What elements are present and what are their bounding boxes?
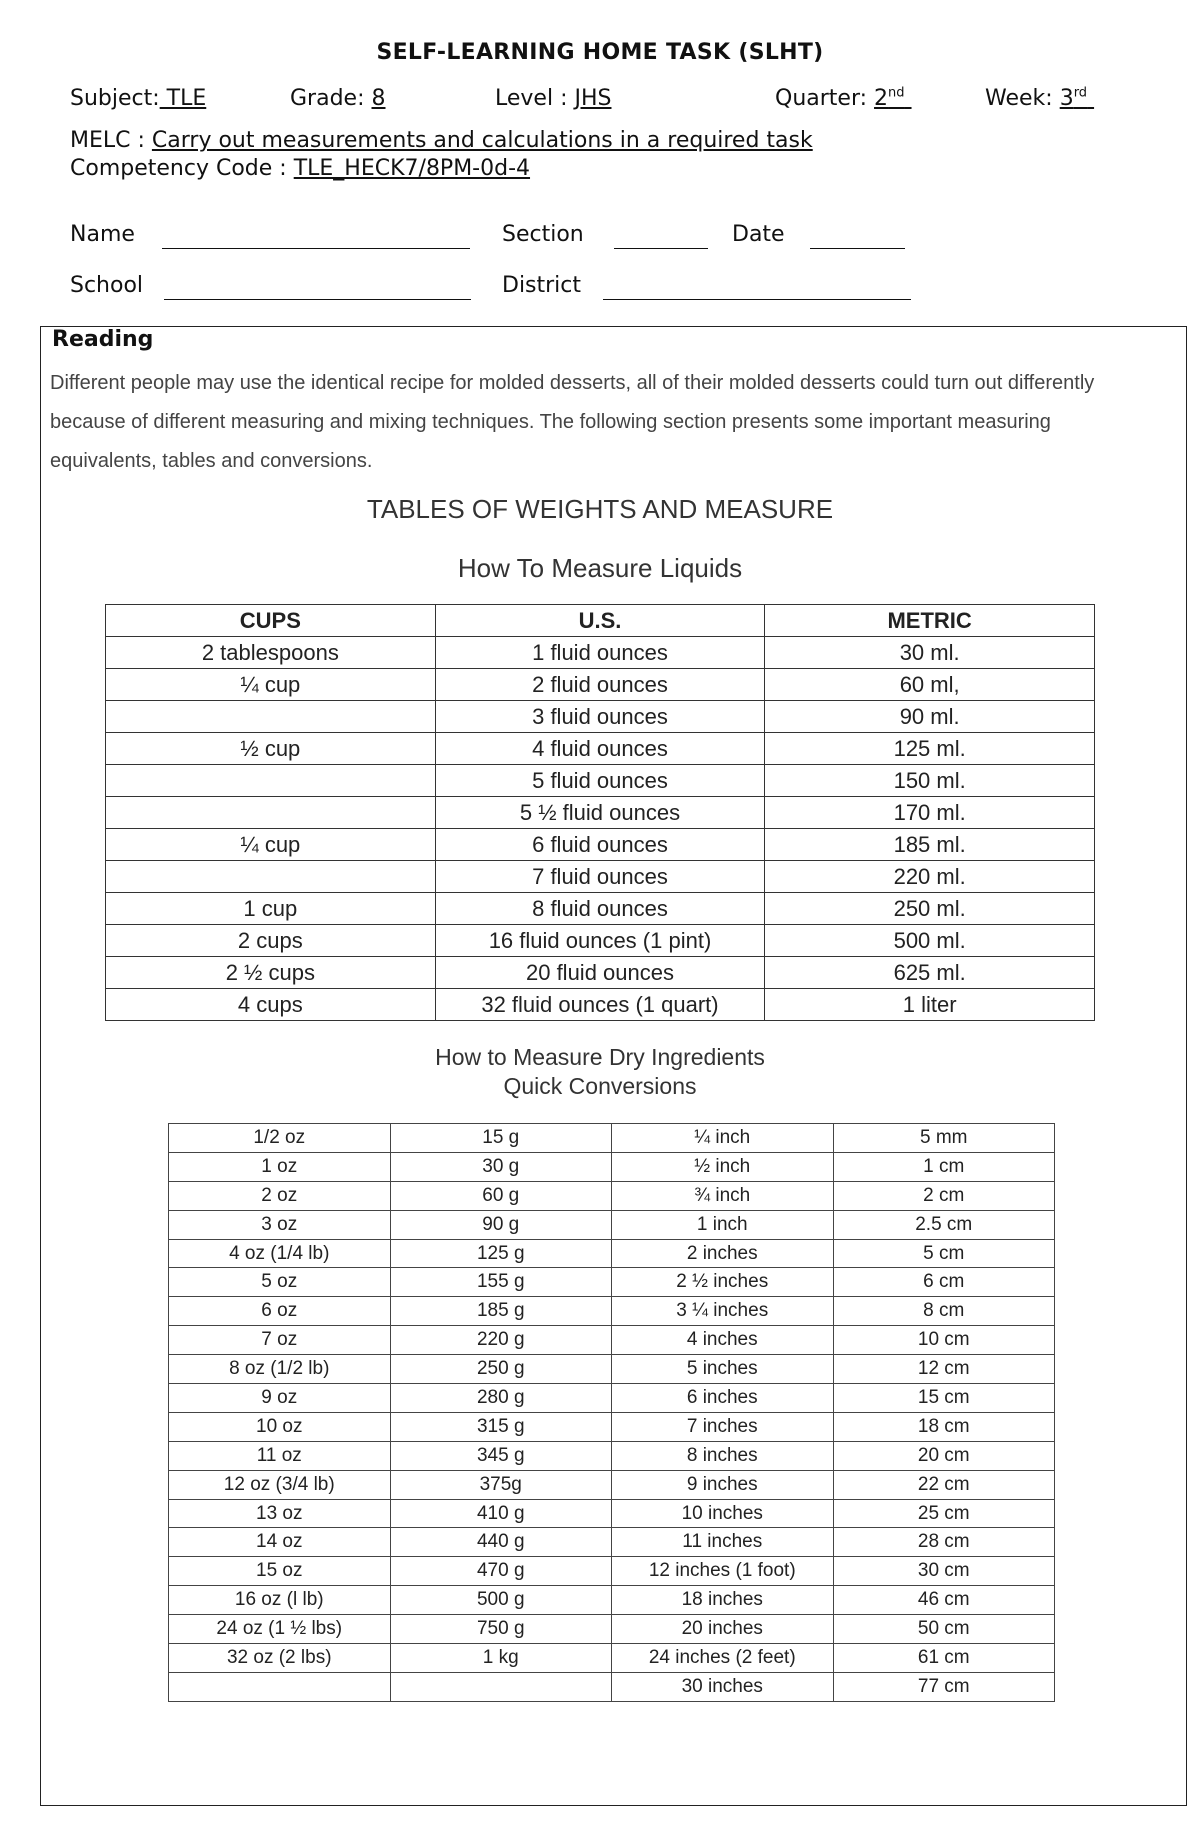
- table-cell: [106, 797, 436, 829]
- table-cell: 2 inches: [612, 1239, 834, 1268]
- table-row: [169, 1152, 1055, 1181]
- melc-line: [70, 128, 813, 153]
- table-cell: 5 cm: [833, 1239, 1055, 1268]
- table-cell: 220 ml.: [765, 861, 1095, 893]
- district-label: District: [502, 273, 582, 298]
- table-cell: 5 fluid ounces: [435, 765, 765, 797]
- table-cell: 24 inches (2 feet): [612, 1644, 834, 1673]
- table-cell: 440 g: [390, 1528, 612, 1557]
- table-cell: 8 oz (1/2 lb): [169, 1355, 391, 1384]
- table-cell: 8 fluid ounces: [435, 893, 765, 925]
- liquids-header-cups: CUPS: [106, 605, 436, 637]
- table-cell: 18 cm: [833, 1412, 1055, 1441]
- table-cell: 90 ml.: [765, 701, 1095, 733]
- table-cell: 4 fluid ounces: [435, 733, 765, 765]
- table-cell: 6 oz: [169, 1297, 391, 1326]
- table-cell: 20 cm: [833, 1441, 1055, 1470]
- quarter-label: Quarter:: [775, 86, 868, 111]
- table-cell: ½ inch: [612, 1152, 834, 1181]
- table-cell: 20 fluid ounces: [435, 957, 765, 989]
- table-cell: 13 oz: [169, 1499, 391, 1528]
- table-cell: 11 oz: [169, 1441, 391, 1470]
- table-row: [169, 1586, 1055, 1615]
- table-row: [106, 829, 1095, 861]
- table-cell: 185 g: [390, 1297, 612, 1326]
- dry-subtitle: Quick Conversions: [503, 1073, 697, 1099]
- table-row: [169, 1297, 1055, 1326]
- table-cell: 4 inches: [612, 1326, 834, 1355]
- table-cell: 7 oz: [169, 1326, 391, 1355]
- table-cell: 32 fluid ounces (1 quart): [435, 989, 765, 1021]
- table-cell: 315 g: [390, 1412, 612, 1441]
- table-cell: 5 inches: [612, 1355, 834, 1384]
- table-row: [106, 733, 1095, 765]
- table-cell: 125 g: [390, 1239, 612, 1268]
- table-cell: [106, 765, 436, 797]
- table-cell: 30 ml.: [765, 637, 1095, 669]
- table-row: [106, 957, 1095, 989]
- table-cell: 250 g: [390, 1355, 612, 1384]
- table-cell: 9 inches: [612, 1470, 834, 1499]
- liquids-header-metric: METRIC: [765, 605, 1095, 637]
- table-row: [106, 765, 1095, 797]
- dry-title: How to Measure Dry Ingredients: [435, 1044, 765, 1070]
- quarter-value: 2nd: [874, 85, 905, 111]
- level-value: JHS: [574, 86, 612, 111]
- table-cell: 1 cm: [833, 1152, 1055, 1181]
- table-cell: 1 inch: [612, 1210, 834, 1239]
- table-cell: 5 mm: [833, 1124, 1055, 1153]
- table-cell: 30 g: [390, 1152, 612, 1181]
- table-cell: 3 oz: [169, 1210, 391, 1239]
- table-cell: 2 cm: [833, 1181, 1055, 1210]
- table-row: [169, 1528, 1055, 1557]
- table-cell: 22 cm: [833, 1470, 1055, 1499]
- table-row: [169, 1124, 1055, 1153]
- table-row: [106, 893, 1095, 925]
- table-cell: [106, 861, 436, 893]
- reading-heading: Reading: [52, 327, 154, 352]
- competency-label: Competency Code :: [70, 156, 287, 181]
- table-cell: 6 cm: [833, 1268, 1055, 1297]
- table-cell: 77 cm: [833, 1672, 1055, 1701]
- table-cell: 500 g: [390, 1586, 612, 1615]
- table-cell: 1 oz: [169, 1152, 391, 1181]
- table-cell: 280 g: [390, 1384, 612, 1413]
- table-cell: 10 inches: [612, 1499, 834, 1528]
- table-cell: 30 inches: [612, 1672, 834, 1701]
- table-cell: ¾ inch: [612, 1181, 834, 1210]
- table-cell: 60 g: [390, 1181, 612, 1210]
- table-cell: 12 oz (3/4 lb): [169, 1470, 391, 1499]
- table-cell: 4 oz (1/4 lb): [169, 1239, 391, 1268]
- table-cell: 410 g: [390, 1499, 612, 1528]
- table-cell: 1 kg: [390, 1644, 612, 1673]
- table-cell: 2.5 cm: [833, 1210, 1055, 1239]
- table-cell: 9 oz: [169, 1384, 391, 1413]
- date-label: Date: [732, 222, 785, 247]
- table-cell: 8 inches: [612, 1441, 834, 1470]
- table-cell: 500 ml.: [765, 925, 1095, 957]
- table-cell: 24 oz (1 ½ lbs): [169, 1615, 391, 1644]
- table-cell: 1 fluid ounces: [435, 637, 765, 669]
- subject-value: TLE: [159, 86, 207, 111]
- table-row: [169, 1470, 1055, 1499]
- table-cell: 2 oz: [169, 1181, 391, 1210]
- quarter-field: [775, 86, 912, 111]
- table-cell: 6 inches: [612, 1384, 834, 1413]
- section-blank[interactable]: [614, 248, 708, 249]
- table-row: [169, 1239, 1055, 1268]
- name-label: Name: [70, 222, 135, 247]
- table-row: [169, 1326, 1055, 1355]
- week-field: [985, 86, 1094, 111]
- table-row: [169, 1181, 1055, 1210]
- grade-field: [290, 86, 386, 111]
- table-row: [106, 637, 1095, 669]
- table-cell: 25 cm: [833, 1499, 1055, 1528]
- table-row: [169, 1615, 1055, 1644]
- table-cell: 220 g: [390, 1326, 612, 1355]
- table-row: [169, 1268, 1055, 1297]
- section-label: Section: [502, 222, 584, 247]
- table-cell: 90 g: [390, 1210, 612, 1239]
- table-cell: 14 oz: [169, 1528, 391, 1557]
- table-cell: 20 inches: [612, 1615, 834, 1644]
- competency-line: [70, 156, 530, 181]
- table-cell: 30 cm: [833, 1557, 1055, 1586]
- table-row: [169, 1412, 1055, 1441]
- table-cell: 46 cm: [833, 1586, 1055, 1615]
- page-title: SELF-LEARNING HOME TASK (SLHT): [376, 40, 824, 65]
- table-cell: 16 fluid ounces (1 pint): [435, 925, 765, 957]
- name-blank[interactable]: [162, 248, 470, 249]
- table-cell: 11 inches: [612, 1528, 834, 1557]
- level-field: [495, 86, 611, 111]
- table-cell: 155 g: [390, 1268, 612, 1297]
- table-cell: 1/2 oz: [169, 1124, 391, 1153]
- table-cell: 750 g: [390, 1615, 612, 1644]
- table-cell: 16 oz (l lb): [169, 1586, 391, 1615]
- table-cell: 5 ½ fluid ounces: [435, 797, 765, 829]
- table-cell: 170 ml.: [765, 797, 1095, 829]
- table-cell: 10 oz: [169, 1412, 391, 1441]
- liquids-table: [105, 604, 1095, 1021]
- table-cell: 1 liter: [765, 989, 1095, 1021]
- table-cell: 15 cm: [833, 1384, 1055, 1413]
- table-row: [169, 1441, 1055, 1470]
- table-row: [169, 1557, 1055, 1586]
- table-cell: 375g: [390, 1470, 612, 1499]
- table-cell: 61 cm: [833, 1644, 1055, 1673]
- table-cell: 15 oz: [169, 1557, 391, 1586]
- table-cell: ¼ inch: [612, 1124, 834, 1153]
- table-row: [169, 1672, 1055, 1701]
- table-cell: 7 fluid ounces: [435, 861, 765, 893]
- table-cell: 50 cm: [833, 1615, 1055, 1644]
- table-cell: 2 ½ cups: [106, 957, 436, 989]
- table-row: [106, 861, 1095, 893]
- table-cell: 15 g: [390, 1124, 612, 1153]
- table-cell: 125 ml.: [765, 733, 1095, 765]
- table-cell: 2 tablespoons: [106, 637, 436, 669]
- table-row: [106, 925, 1095, 957]
- table-row: [169, 1384, 1055, 1413]
- table-cell: 3 ¼ inches: [612, 1297, 834, 1326]
- table-cell: 345 g: [390, 1441, 612, 1470]
- table-cell: 2 fluid ounces: [435, 669, 765, 701]
- competency-value: TLE_HECK7/8PM-0d-4: [293, 156, 531, 181]
- subject-label: Subject:: [70, 86, 160, 111]
- table-cell: 28 cm: [833, 1528, 1055, 1557]
- table-row: [106, 669, 1095, 701]
- table-cell: 250 ml.: [765, 893, 1095, 925]
- table-cell: 2 ½ inches: [612, 1268, 834, 1297]
- liquids-header-row: [106, 605, 1095, 637]
- table-cell: 7 inches: [612, 1412, 834, 1441]
- liquids-header-us: U.S.: [435, 605, 765, 637]
- table-cell: 185 ml.: [765, 829, 1095, 861]
- table-row: [106, 989, 1095, 1021]
- table-row: [169, 1499, 1055, 1528]
- table-cell: 150 ml.: [765, 765, 1095, 797]
- liquids-title: How To Measure Liquids: [457, 553, 743, 583]
- table-cell: [106, 701, 436, 733]
- table-cell: 32 oz (2 lbs): [169, 1644, 391, 1673]
- table-cell: 6 fluid ounces: [435, 829, 765, 861]
- subject-field: [70, 86, 206, 111]
- table-cell: [390, 1672, 612, 1701]
- table-row: [106, 797, 1095, 829]
- table-cell: ¼ cup: [106, 669, 436, 701]
- table-cell: 10 cm: [833, 1326, 1055, 1355]
- table-cell: ½ cup: [106, 733, 436, 765]
- table-cell: 4 cups: [106, 989, 436, 1021]
- reading-paragraph: Different people may use the identical recipe for molded desserts, all of their molded desserts could turn out differently because of different measuring and mixing techniques. The following section presents some important measuring equivalents, tables and conversions.: [50, 372, 1095, 472]
- melc-value: Carry out measurements and calculations in a required task: [151, 128, 813, 153]
- school-blank[interactable]: [164, 299, 471, 300]
- table-row: [106, 701, 1095, 733]
- table-cell: [169, 1672, 391, 1701]
- table-row: [169, 1355, 1055, 1384]
- table-cell: 5 oz: [169, 1268, 391, 1297]
- table-row: [169, 1210, 1055, 1239]
- dry-table: [168, 1123, 1055, 1702]
- table-cell: ¼ cup: [106, 829, 436, 861]
- table-cell: 12 cm: [833, 1355, 1055, 1384]
- date-blank[interactable]: [810, 248, 905, 249]
- table-cell: 625 ml.: [765, 957, 1095, 989]
- table-cell: 2 cups: [106, 925, 436, 957]
- table-row: [169, 1644, 1055, 1673]
- table-cell: 3 fluid ounces: [435, 701, 765, 733]
- table-cell: 1 cup: [106, 893, 436, 925]
- table-cell: 8 cm: [833, 1297, 1055, 1326]
- school-label: School: [70, 273, 144, 298]
- melc-label: MELC :: [70, 128, 145, 153]
- tables-title: TABLES OF WEIGHTS AND MEASURE: [366, 494, 834, 524]
- grade-label: Grade:: [290, 86, 365, 111]
- district-blank[interactable]: [603, 299, 911, 300]
- level-label: Level :: [495, 86, 568, 111]
- week-label: Week:: [985, 86, 1053, 111]
- table-cell: 12 inches (1 foot): [612, 1557, 834, 1586]
- table-cell: 470 g: [390, 1557, 612, 1586]
- table-cell: 60 ml,: [765, 669, 1095, 701]
- week-value: 3rd: [1059, 85, 1088, 111]
- table-cell: 18 inches: [612, 1586, 834, 1615]
- grade-value: 8: [371, 86, 386, 111]
